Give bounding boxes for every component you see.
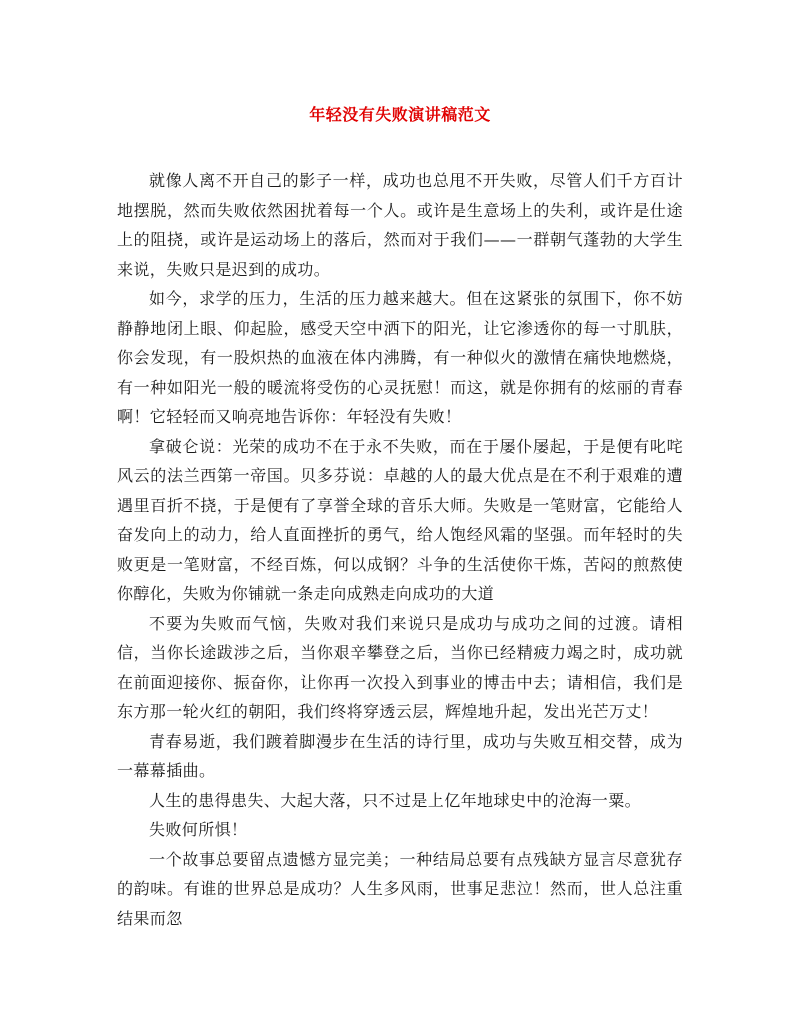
document-title: 年轻没有失败演讲稿范文 — [309, 105, 491, 124]
document-body — [117, 166, 683, 933]
paragraph-4: 不要为失败而气恼，失败对我们来说只是成功与成功之间的过渡。请相信，当你长途跋涉之后，当你艰辛攀登之后，当你已经精疲力竭之时，成功就在前面迎接你、振奋你，让你再一次投入到事业的博击中去；请相信，我们是东方那一轮火红的朝阳，我们终将穿透云层，辉煌地升起，发出光芒万丈！ — [117, 613, 683, 721]
paragraph-3: 拿破仑说：光荣的成功不在于永不失败，而在于屡仆屡起，于是便有叱咤风云的法兰西第一帝国。贝多芬说：卓越的人的最大优点是在不利于艰难的遭遇里百折不挠，于是便有了享誉全球的音乐大师。失败是一笔财富，它能给人奋发向上的动力，给人直面挫折的勇气，给人饱经风霜的坚强。而年轻时的失败更是一笔财富，不经百炼，何以成钢？斗争的生活使你干炼，苦闷的煎熬使你醇化，失败为你铺就一条走向成熟走向成功的大道 — [117, 436, 683, 603]
paragraph-5: 青春易逝，我们踱着脚漫步在生活的诗行里，成功与失败互相交替，成为一幕幕插曲。 — [117, 731, 683, 780]
paragraph-8: 一个故事总要留点遗憾方显完美；一种结局总要有点残缺方显言尽意犹存的韵味。有谁的世界总是成功？人生多风雨，世事足悲泣！然而，世人总注重结果而忽 — [117, 849, 683, 928]
paragraph-6: 人生的患得患失、大起大落，只不过是上亿年地球史中的沧海一粟。 — [149, 790, 642, 810]
paragraph-7: 失败何所惧！ — [149, 820, 248, 839]
paragraph-1: 就像人离不开自己的影子一样，成功也总甩不开失败，尽管人们千方百计地摆脱，然而失败依然困扰着每一个人。或许是生意场上的失利，或许是仕途上的阻挠，或许是运动场上的落后，然而对于我们——一群朝气蓬勃的大学生来说，失败只是迟到的成功。 — [117, 171, 683, 279]
paragraph-2: 如今，求学的压力，生活的压力越来越大。但在这紧张的氛围下，你不妨静静地闭上眼、仰起脸，感受天空中洒下的阳光，让它渗透你的每一寸肌肤，你会发现，有一股炽热的血液在体内沸腾，有一种似火的激情在痛快地燃烧，有一种如阳光一般的暖流将受伤的心灵抚慰！而这，就是你拥有的炫丽的青春啊！它轻轻而又响亮地告诉你：年轻没有失败！ — [117, 289, 683, 426]
